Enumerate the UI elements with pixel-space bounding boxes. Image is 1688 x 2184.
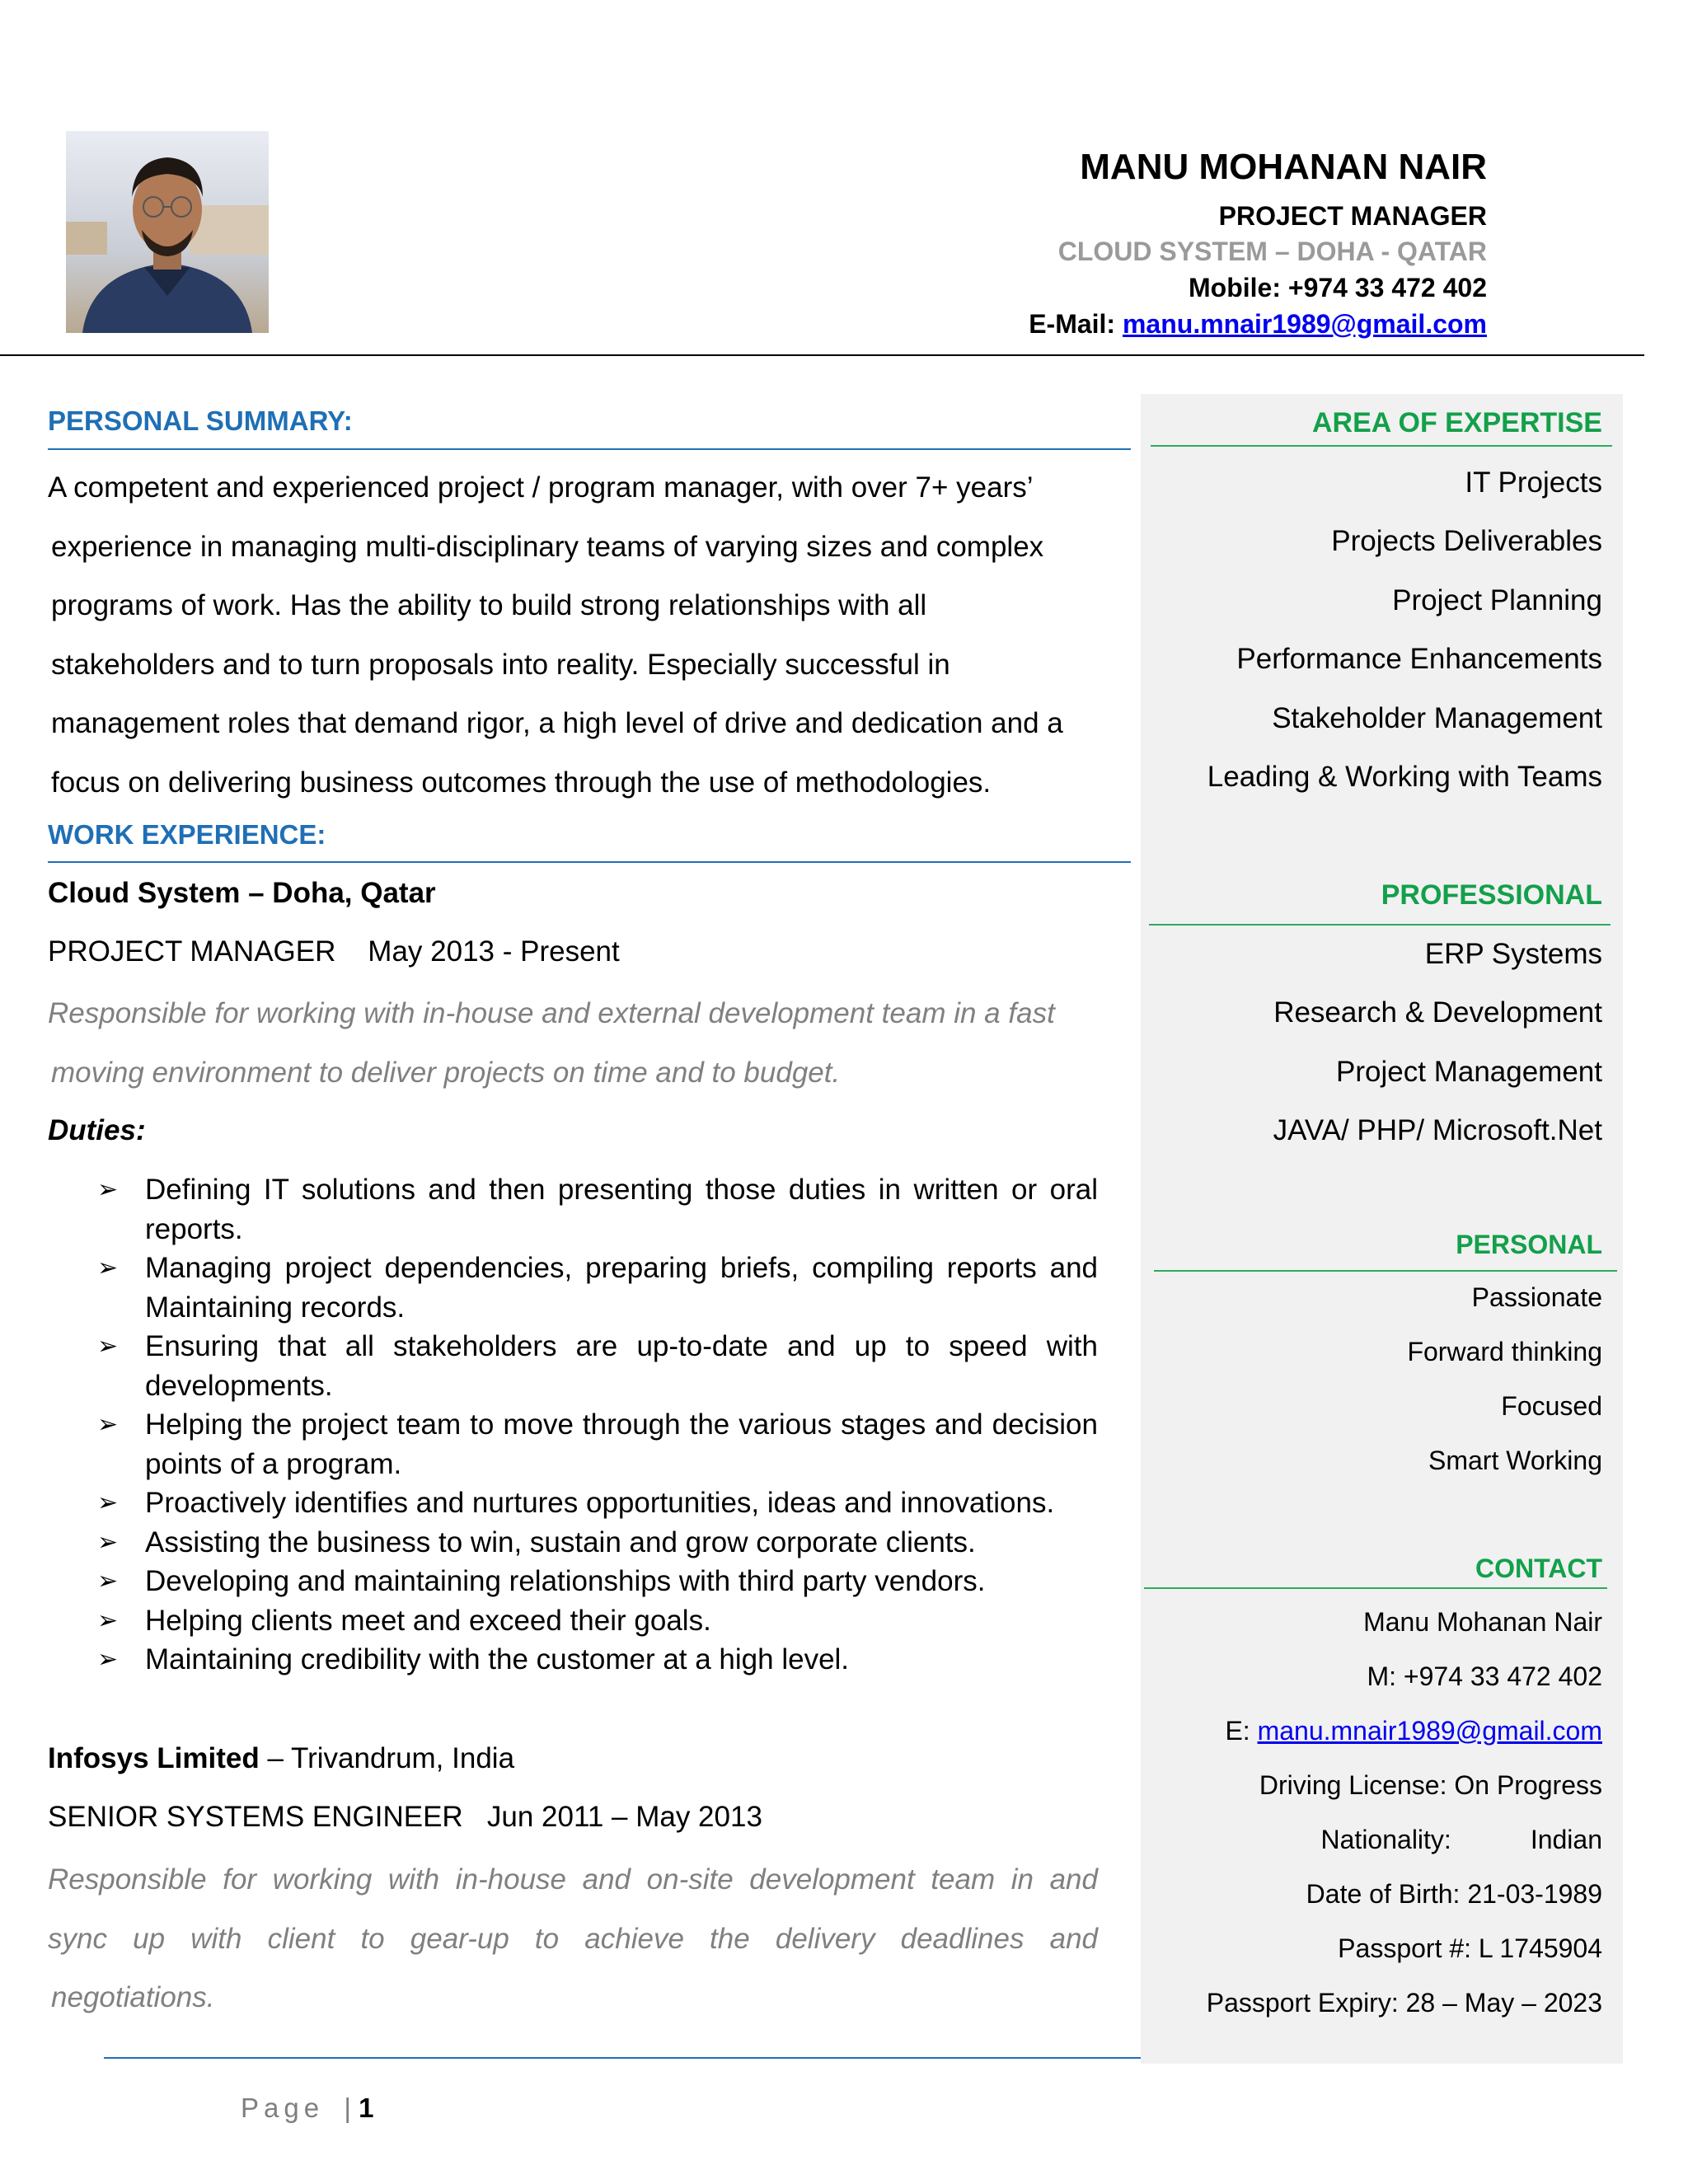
list-item: ➢ Ensuring that all stakeholders are up-to-date and up to speed with developments. <box>97 1327 1098 1405</box>
job2-desc-line: Responsible for working with in-house and on-site development team in and <box>48 1863 1098 1896</box>
summary-rule <box>48 448 1131 450</box>
job2-company-name: Infosys Limited <box>48 1742 260 1774</box>
contact-rule <box>1144 1587 1607 1589</box>
job1-role: PROJECT MANAGER May 2013 - Present <box>48 935 620 968</box>
list-item: ➢ Managing project dependencies, preparing briefs, compiling reports and Maintaining records. <box>97 1249 1098 1327</box>
job2-company <box>48 1742 514 1775</box>
contact-dob: Date of Birth: 21-03-1989 <box>1306 1879 1602 1909</box>
job1-description <box>48 984 1098 1102</box>
summary-line: experience in managing multi-disciplinary teams of varying sizes and complex <box>51 530 1044 563</box>
email-line <box>1029 309 1487 340</box>
expertise-item: Leading & Working with Teams <box>1207 761 1602 793</box>
contact-heading: CONTACT <box>1475 1554 1602 1583</box>
email-label: E-Mail: <box>1029 309 1116 339</box>
nationality-label: Nationality: <box>1320 1825 1451 1854</box>
list-item: ➢ Assisting the business to win, sustain and grow corporate clients. <box>97 1523 1098 1563</box>
personal-item: Forward thinking <box>1407 1337 1602 1366</box>
personal-heading: PERSONAL <box>1456 1230 1602 1259</box>
professional-item: JAVA/ PHP/ Microsoft.Net <box>1273 1114 1602 1146</box>
summary-heading: PERSONAL SUMMARY: <box>48 405 353 436</box>
professional-heading: PROFESSIONAL <box>1381 879 1602 911</box>
professional-item: ERP Systems <box>1424 938 1602 970</box>
header-divider <box>0 354 1644 356</box>
job1-company: Cloud System – Doha, Qatar <box>48 877 436 909</box>
contact-email-link[interactable]: manu.mnair1989@gmail.com <box>1257 1716 1602 1746</box>
page-number-value: 1 <box>359 2093 374 2123</box>
personal-item: Focused <box>1501 1391 1602 1421</box>
contact-email-label: E: <box>1225 1716 1258 1746</box>
profile-photo <box>66 131 269 333</box>
candidate-name: MANU MOHANAN NAIR <box>1080 147 1487 187</box>
mobile-number: +974 33 472 402 <box>1287 273 1487 302</box>
mobile-line <box>1189 273 1487 303</box>
list-item: ➢ Maintaining credibility with the customer at a high level. <box>97 1640 1098 1680</box>
duties-label: Duties: <box>48 1114 146 1146</box>
personal-item: Passionate <box>1471 1282 1602 1312</box>
list-item: ➢ Helping clients meet and exceed their goals. <box>97 1601 1098 1641</box>
expertise-item: IT Projects <box>1465 466 1602 499</box>
footer-divider <box>104 2057 1141 2059</box>
contact-passport-expiry: Passport Expiry: 28 – May – 2023 <box>1206 1988 1602 2018</box>
experience-rule <box>48 861 1131 863</box>
expertise-item: Stakeholder Management <box>1272 702 1602 734</box>
list-item: ➢ Proactively identifies and nurtures opportunities, ideas and innovations. <box>97 1483 1098 1523</box>
job2-desc-line: negotiations. <box>51 1981 215 2013</box>
personal-item: Smart Working <box>1428 1446 1602 1475</box>
nationality-value: Indian <box>1530 1825 1602 1854</box>
job1-desc-line: Responsible for working with in-house and external development team in a fast <box>48 997 1055 1029</box>
page-number: Page | 1 <box>241 2093 374 2123</box>
expertise-rule <box>1151 445 1612 447</box>
professional-item: Project Management <box>1336 1056 1602 1088</box>
list-item: ➢ Defining IT solutions and then presenting those duties in written or oral reports. <box>97 1170 1098 1249</box>
job-title: PROJECT MANAGER <box>1218 201 1487 231</box>
personal-rule <box>1154 1270 1617 1272</box>
expertise-item: Project Planning <box>1392 584 1602 616</box>
avatar <box>66 131 269 333</box>
contact-mobile: M: +974 33 472 402 <box>1367 1661 1602 1691</box>
expertise-heading: AREA OF EXPERTISE <box>1311 407 1602 438</box>
contact-nationality <box>1321 1825 1602 1855</box>
experience-heading: WORK EXPERIENCE: <box>48 819 326 850</box>
contact-name: Manu Mohanan Nair <box>1363 1607 1602 1637</box>
email-link[interactable]: manu.mnair1989@gmail.com <box>1122 309 1487 339</box>
contact-email-line <box>1225 1716 1602 1746</box>
professional-rule <box>1149 924 1611 926</box>
summary-line: stakeholders and to turn proposals into reality. Especially successful in <box>51 648 950 681</box>
job2-desc-line: sync up with client to gear-up to achieve the delivery deadlines and <box>48 1922 1098 1955</box>
professional-item: Research & Development <box>1273 996 1602 1029</box>
expertise-item: Projects Deliverables <box>1331 525 1602 557</box>
summary-text <box>48 458 1103 812</box>
summary-line: programs of work. Has the ability to build strong relationships with all <box>51 589 927 621</box>
job1-desc-line: moving environment to deliver projects on time and to budget. <box>51 1056 841 1089</box>
job2-company-location: – Trivandrum, India <box>259 1742 515 1774</box>
job2-description <box>48 1850 1098 2027</box>
list-item: ➢ Developing and maintaining relationships with third party vendors. <box>97 1562 1098 1601</box>
list-item: ➢ Helping the project team to move through the various stages and decision points of a program. <box>97 1405 1098 1483</box>
contact-license: Driving License: On Progress <box>1259 1770 1602 1800</box>
duties-list <box>97 1170 1098 1680</box>
mobile-label: Mobile: <box>1189 273 1281 302</box>
expertise-item: Performance Enhancements <box>1236 643 1602 675</box>
job2-role: SENIOR SYSTEMS ENGINEER Jun 2011 – May 2013 <box>48 1801 762 1833</box>
contact-passport: Passport #: L 1745904 <box>1338 1933 1602 1963</box>
summary-line: focus on delivering business outcomes through the use of methodologies. <box>51 766 992 799</box>
summary-line: management roles that demand rigor, a high level of drive and dedication and a <box>51 707 1063 739</box>
page-label: Page <box>241 2093 325 2123</box>
summary-line: A competent and experienced project / program manager, with over 7+ years’ <box>48 471 1034 504</box>
current-company: CLOUD SYSTEM – DOHA - QATAR <box>1057 237 1487 266</box>
